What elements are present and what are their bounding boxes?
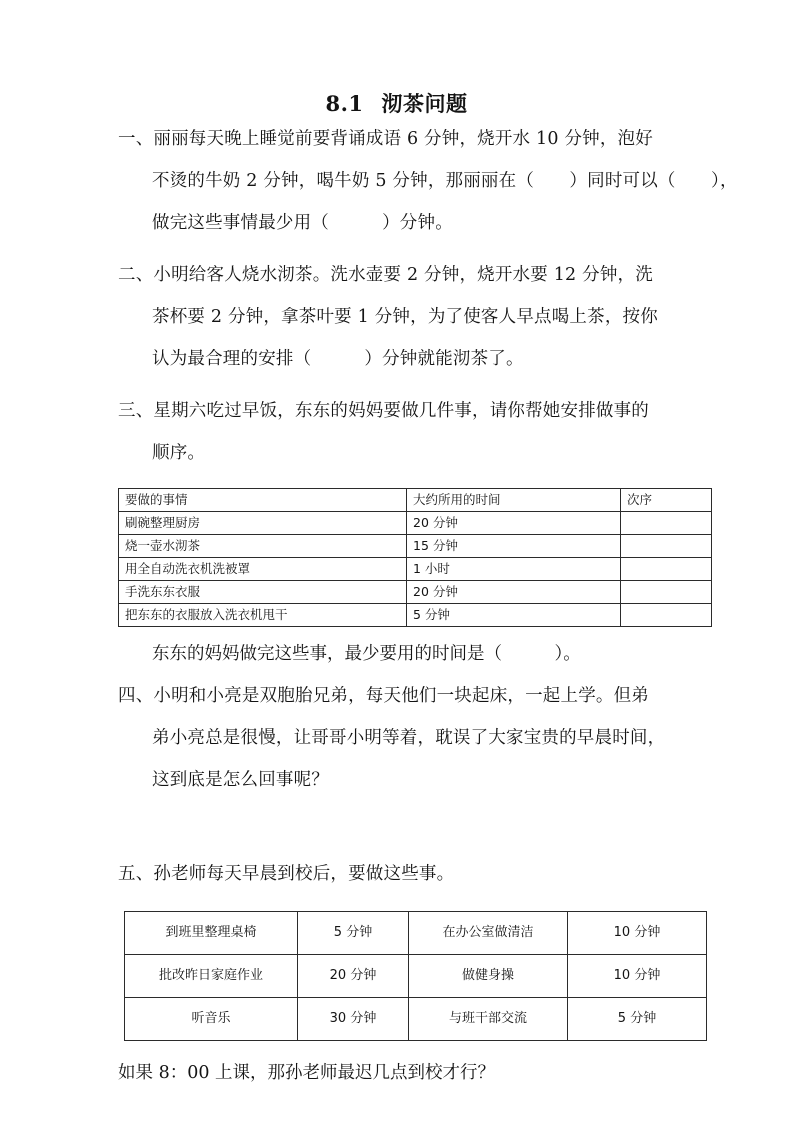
table-row [119,512,712,535]
question-2-line-1: 二、小明给客人烧水沏茶。洗水壶要 2 分钟，烧开水要 12 分钟，洗 [118,265,653,285]
teacher-task-a: 听音乐 [125,998,298,1041]
chores-time: 20 分钟 [407,512,621,535]
table-header-row [119,489,712,512]
chores-task: 手洗东东衣服 [119,581,407,604]
teacher-task-a: 批改昨日家庭作业 [125,955,298,998]
page-title-number: 8.1 [325,91,364,116]
question-4-line-2: 弟小亮总是很慢，让哥哥小明等着，耽误了大家宝贵的早晨时间， [152,728,666,748]
question-2-line-3: 认为最合理的安排（ ）分钟就能沏茶了。 [152,349,524,369]
chores-order[interactable] [621,581,712,604]
question-4-line-1: 四、小明和小亮是双胞胎兄弟，每天他们一块起床，一起上学。但弟 [118,686,649,706]
teacher-time-b: 5 分钟 [568,998,707,1041]
teacher-task-a: 到班里整理桌椅 [125,912,298,955]
question-5-followup: 如果 8：00 上课，那孙老师最迟几点到校才行？ [118,1063,496,1083]
chores-time: 1 小时 [407,558,621,581]
chores-task: 把东东的衣服放入洗衣机甩干 [119,604,407,627]
chores-table-wrapper [0,488,793,627]
question-2 [0,254,793,380]
page-title [0,0,793,118]
spacer [0,380,793,390]
teacher-task-b: 在办公室做清洁 [409,912,568,955]
question-3-line-1: 三、星期六吃过早饭，东东的妈妈要做几件事，请你帮她安排做事的 [118,401,649,421]
chores-task: 用全自动洗衣机洗被罩 [119,558,407,581]
question-5 [0,853,793,895]
chores-table [118,488,712,627]
teacher-time-a: 20 分钟 [298,955,409,998]
table-row [119,558,712,581]
chores-time: 5 分钟 [407,604,621,627]
teacher-time-a: 5 分钟 [298,912,409,955]
spacer [0,801,793,853]
table-row [125,955,707,998]
chores-order[interactable] [621,558,712,581]
question-3-line-2: 顺序。 [152,443,206,463]
table-row [125,912,707,955]
table-row [125,998,707,1041]
chores-header-order: 次序 [621,489,712,512]
table-row [119,604,712,627]
chores-order[interactable] [621,604,712,627]
question-4 [0,675,793,801]
question-3-followup: 东东的妈妈做完这些事，最少要用的时间是（ ）。 [152,644,581,664]
teacher-time-a: 30 分钟 [298,998,409,1041]
chores-header-task: 要做的事情 [119,489,407,512]
spacer [0,244,793,254]
teacher-table-wrapper [0,911,793,1041]
question-2-line-2: 茶杯要 2 分钟，拿茶叶要 1 分钟，为了使客人早点喝上茶，按你 [152,307,658,327]
question-1-line-2: 不烫的牛奶 2 分钟，喝牛奶 5 分钟，那丽丽在（ ）同时可以（ ）， [152,171,738,191]
chores-time: 20 分钟 [407,581,621,604]
question-5-line-1: 五、孙老师每天早晨到校后，要做这些事。 [118,864,455,884]
chores-task: 烧一壶水沏茶 [119,535,407,558]
chores-header-time: 大约所用的时间 [407,489,621,512]
teacher-task-b: 做健身操 [409,955,568,998]
chores-time: 15 分钟 [407,535,621,558]
chores-order[interactable] [621,512,712,535]
teacher-task-b: 与班干部交流 [409,998,568,1041]
question-1-line-1: 一、丽丽每天晚上睡觉前要背诵成语 6 分钟，烧开水 10 分钟，泡好 [118,129,653,149]
question-3 [0,390,793,474]
chores-task: 刷碗整理厨房 [119,512,407,535]
teacher-time-b: 10 分钟 [568,955,707,998]
question-1 [0,118,793,244]
table-row [119,581,712,604]
question-4-line-3: 这到底是怎么回事呢？ [152,770,329,790]
teacher-table [124,911,707,1041]
chores-order[interactable] [621,535,712,558]
page-title-text: 沏茶问题 [381,92,468,116]
table-row [119,535,712,558]
teacher-time-b: 10 分钟 [568,912,707,955]
question-1-line-3: 做完这些事情最少用（ ）分钟。 [152,213,453,233]
